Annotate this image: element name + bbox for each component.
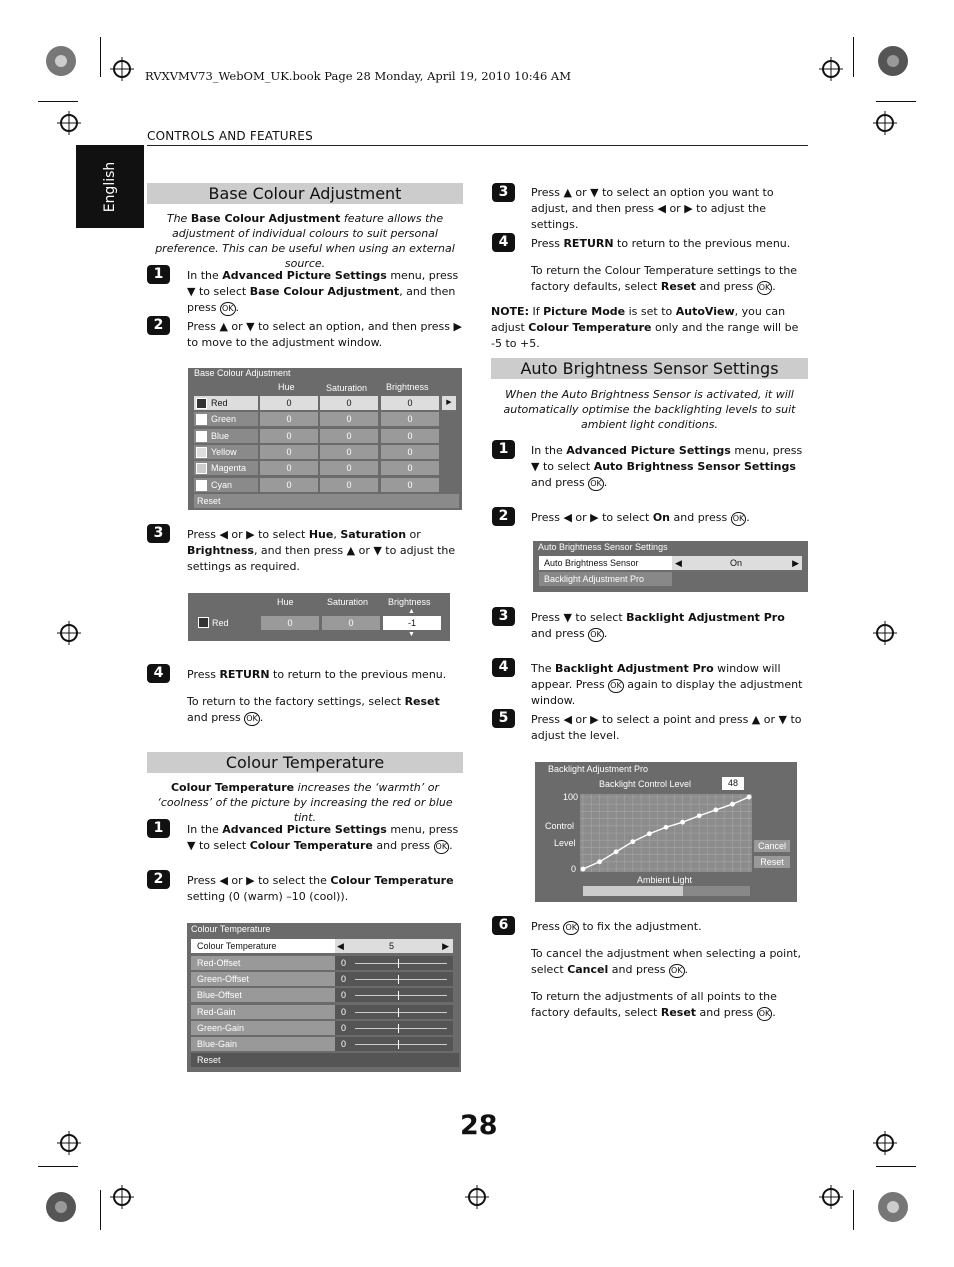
ok-button-icon: OK <box>563 921 579 935</box>
crop-mark <box>100 37 101 77</box>
crop-mark <box>38 1166 78 1167</box>
hue-cell[interactable]: 0 <box>260 461 318 475</box>
step-badge: 3 <box>492 183 515 202</box>
saturation-cell[interactable]: 0 <box>322 616 380 630</box>
step-badge: 1 <box>147 819 170 838</box>
step-text: To return the adjustments of all points to the factory defaults, select Reset and press OK . <box>531 990 777 1019</box>
bri-cell[interactable]: 0 <box>381 445 439 459</box>
ct-value-text: 0 <box>341 974 347 985</box>
ct-slider-thumb[interactable] <box>398 991 399 1000</box>
colour-temperature-screen <box>187 923 461 1072</box>
step-badge: 4 <box>147 664 170 683</box>
y-max-label: 100 <box>563 792 579 802</box>
red-adjustment-screen <box>188 593 450 641</box>
color-row-yellow[interactable] <box>194 445 258 459</box>
ct-slider-thumb[interactable] <box>398 1040 399 1049</box>
sat-cell[interactable]: 0 <box>320 412 378 426</box>
ct-intro: Colour Temperature increases the ‘warmth’ or ‘coolness’ of the picture by increasing the red or blue tint. <box>157 781 453 824</box>
auto-brightness-sensor-row[interactable]: Auto Brightness Sensor <box>539 556 672 570</box>
registration-mark-icon <box>44 1190 78 1224</box>
color-row-cyan[interactable] <box>194 478 258 492</box>
language-tab <box>76 145 144 228</box>
bri-cell[interactable]: 0 <box>381 429 439 443</box>
ct-slider[interactable] <box>355 1028 447 1029</box>
ambient-light-fill <box>583 886 683 896</box>
backlight-curve-chart <box>580 794 752 872</box>
bri-cell[interactable]: 0 <box>381 396 439 410</box>
bri-cell[interactable]: 0 <box>381 412 439 426</box>
ct-row-blue-gain[interactable]: Blue-Gain <box>191 1037 337 1051</box>
crop-mark <box>100 1190 101 1230</box>
ct-value-text: 0 <box>341 1022 347 1033</box>
step-text: To cancel the adjustment when selecting a point, select Cancel and press OK . <box>531 947 801 976</box>
step-badge: 2 <box>147 316 170 335</box>
curve-point[interactable] <box>630 839 635 844</box>
step-text: In the Advanced Picture Settings menu, press ▼ to select Colour Temperature and press OK . <box>187 823 459 852</box>
sat-cell[interactable]: 0 <box>320 396 378 410</box>
backlight-adjustment-pro-screen <box>535 762 797 902</box>
header-rule <box>147 145 808 146</box>
ct-slider[interactable] <box>355 1044 447 1045</box>
hue-cell[interactable]: 0 <box>260 445 318 459</box>
ok-button-icon: OK <box>588 477 604 491</box>
col-header-hue: Hue <box>278 382 295 392</box>
ok-button-icon: OK <box>244 712 260 726</box>
ok-button-icon: OK <box>220 302 236 316</box>
crosshair-icon <box>873 1131 897 1155</box>
step-text: Press RETURN to return to the previous menu. <box>187 668 447 681</box>
colour-swatch <box>196 414 207 425</box>
step-badge: 3 <box>147 524 170 543</box>
swatch-red <box>198 617 209 628</box>
ct-row-value[interactable] <box>335 1021 453 1035</box>
ok-button-icon: OK <box>669 964 685 978</box>
colour-swatch <box>196 447 207 458</box>
ct-value-text: 0 <box>341 1006 347 1017</box>
y-label-control: Control <box>545 821 575 831</box>
x-axis-label: Ambient Light <box>637 875 693 885</box>
ct-slider-thumb[interactable] <box>398 1024 399 1033</box>
step-text: In the Advanced Picture Settings menu, press ▼ to select Auto Brightness Sensor Settings and press OK . <box>531 444 803 489</box>
colour-temperature-heading: Colour Temperature <box>147 752 463 773</box>
auto-brightness-sensor-value[interactable]: ◀ On ▶ <box>672 556 802 570</box>
hue-cell[interactable]: 0 <box>260 396 318 410</box>
step-badge: 1 <box>147 265 170 284</box>
step-text: Press OK to fix the adjustment. <box>531 920 702 933</box>
step-badge: 2 <box>492 507 515 526</box>
sat-cell[interactable]: 0 <box>320 478 378 492</box>
base-colour-adjustment-screen <box>188 368 462 510</box>
ct-row-red-offset[interactable]: Red-Offset <box>191 956 337 970</box>
colour-swatch <box>196 431 207 442</box>
section-header: CONTROLS AND FEATURES <box>147 129 313 143</box>
screen-title: Base Colour Adjustment <box>194 368 291 378</box>
hue-cell[interactable]: 0 <box>261 616 319 630</box>
step-text: Press ▲ or ▼ to select an option, and then press ▶ to move to the adjustment window. <box>187 320 462 349</box>
y-label-level: Level <box>554 838 576 848</box>
backlight-adjustment-pro-row[interactable]: Backlight Adjustment Pro <box>539 572 672 586</box>
step-text: To return the Colour Temperature settings to the factory defaults, select Reset and press OK . <box>531 264 798 293</box>
crosshair-icon <box>57 1131 81 1155</box>
sat-cell[interactable]: 0 <box>320 445 378 459</box>
crop-mark <box>38 101 78 102</box>
ct-slider-thumb[interactable] <box>398 1008 399 1017</box>
down-arrow-icon: ▼ <box>408 631 415 638</box>
curve-point[interactable] <box>680 820 685 825</box>
crosshair-icon <box>819 57 843 81</box>
color-row-green[interactable] <box>194 412 258 426</box>
row-label-red: Red <box>212 618 229 628</box>
col-header-brightness: Brightness <box>386 382 429 392</box>
ct-row-value[interactable] <box>335 1005 453 1019</box>
color-row-magenta[interactable] <box>194 461 258 475</box>
curve-point[interactable] <box>713 808 718 813</box>
crop-mark <box>876 101 916 102</box>
crosshair-icon <box>819 1185 843 1209</box>
crosshair-icon <box>110 57 134 81</box>
curve-point[interactable] <box>747 795 752 800</box>
ct-slider[interactable] <box>355 979 447 980</box>
ct-slider-thumb[interactable] <box>398 975 399 984</box>
ct-row-red-gain[interactable]: Red-Gain <box>191 1005 337 1019</box>
right-arrow-icon: ▶ <box>792 558 799 568</box>
colour-temperature-value[interactable]: ◀ 5 ▶ <box>335 939 453 953</box>
colour-temperature-row[interactable]: Colour Temperature <box>191 939 341 953</box>
step-badge: 4 <box>492 658 515 677</box>
ct-row-green-gain[interactable]: Green-Gain <box>191 1021 337 1035</box>
ct-row-value[interactable] <box>335 972 453 986</box>
hue-cell[interactable]: 0 <box>260 478 318 492</box>
step-badge: 2 <box>147 870 170 889</box>
curve-point[interactable] <box>614 849 619 854</box>
color-row-label: Cyan <box>211 479 233 490</box>
ct-slider[interactable] <box>355 995 447 996</box>
color-row-label: Yellow <box>211 446 237 457</box>
step-text: To return to the factory settings, select Reset and press OK . <box>187 695 440 724</box>
ok-button-icon: OK <box>588 628 604 642</box>
step-text: Press ◀ or ▶ to select On and press OK . <box>531 511 750 524</box>
step-badge: 3 <box>492 607 515 626</box>
crosshair-icon <box>57 111 81 135</box>
brightness-cell[interactable]: -1 <box>383 616 441 630</box>
bri-cell[interactable]: 0 <box>381 461 439 475</box>
step-text: Press ▲ or ▼ to select an option you want to adjust, and then press ◀ or ▶ to adjust the settings. <box>531 186 774 231</box>
color-row-label: Red <box>211 398 228 408</box>
bca-intro: The Base Colour Adjustment feature allows the adjustment of individual colours to suit personal preference. This can be useful when using an external source. <box>155 212 455 270</box>
crosshair-icon <box>110 1185 134 1209</box>
base-colour-adjustment-heading: Base Colour Adjustment <box>147 183 463 204</box>
ok-button-icon: OK <box>434 840 450 854</box>
colour-swatch <box>196 398 207 409</box>
color-row-label: Green <box>211 414 237 425</box>
ct-row-value[interactable] <box>335 988 453 1002</box>
ambient-light-bar <box>583 886 750 896</box>
curve-point[interactable] <box>597 859 602 864</box>
right-arrow-icon: ▶ <box>442 941 449 951</box>
curve-point[interactable] <box>697 813 702 818</box>
registration-mark-icon <box>876 1190 910 1224</box>
level-label: Backlight Control Level <box>599 779 692 789</box>
reset-button[interactable]: Reset <box>754 856 790 868</box>
y-min-label: 0 <box>571 864 577 874</box>
note: NOTE: If Picture Mode is set to AutoView, you can adjust Colour Temperature only and the range will be -5 to +5. <box>491 305 799 350</box>
col-header-saturation: Saturation <box>326 383 368 393</box>
reset-row[interactable]: Reset <box>194 494 459 508</box>
colour-swatch <box>196 480 207 491</box>
ct-row-value[interactable] <box>335 956 453 970</box>
up-arrow-icon: ▲ <box>408 608 415 615</box>
bri-cell[interactable]: 0 <box>381 478 439 492</box>
ok-button-icon: OK <box>757 281 773 295</box>
step-text: The Backlight Adjustment Pro window will appear. Press OK again to display the adjustment window. <box>531 662 803 707</box>
ct-row-blue-offset[interactable]: Blue-Offset <box>191 988 337 1002</box>
reset-row[interactable]: Reset <box>191 1053 459 1067</box>
step-badge: 5 <box>492 709 515 728</box>
hue-cell[interactable]: 0 <box>260 429 318 443</box>
sat-cell[interactable]: 0 <box>320 461 378 475</box>
registration-mark-icon <box>876 44 910 78</box>
col-header-hue: Hue <box>277 597 294 607</box>
crop-mark <box>876 1166 916 1167</box>
step-text: Press ◀ or ▶ to select a point and press ▲ or ▼ to adjust the level. <box>531 713 802 742</box>
crop-mark <box>853 1190 854 1230</box>
step-badge: 4 <box>492 233 515 252</box>
ct-value-text: 0 <box>341 990 347 1001</box>
ct-row-green-offset[interactable]: Green-Offset <box>191 972 337 986</box>
step-badge: 6 <box>492 916 515 935</box>
colour-swatch <box>196 463 207 474</box>
ct-slider[interactable] <box>355 1012 447 1013</box>
crosshair-icon <box>873 621 897 645</box>
color-row-blue[interactable] <box>194 429 258 443</box>
step-text: Press ◀ or ▶ to select Hue, Saturation or Brightness, and then press ▲ or ▼ to adjust the settings as required. <box>187 528 456 573</box>
curve-point[interactable] <box>664 825 669 830</box>
level-value: 48 <box>722 777 744 790</box>
ct-slider-thumb[interactable] <box>398 959 399 968</box>
page-number: 28 <box>460 1110 498 1141</box>
ok-button-icon: OK <box>731 512 747 526</box>
color-row-label: Magenta <box>211 463 247 474</box>
curve-point[interactable] <box>581 867 586 872</box>
crosshair-icon <box>57 621 81 645</box>
ct-slider[interactable] <box>355 963 447 964</box>
col-header-saturation: Saturation <box>327 597 369 607</box>
screen-title: Backlight Adjustment Pro <box>548 764 649 774</box>
left-arrow-icon: ◀ <box>675 558 682 568</box>
color-row-label: Blue <box>211 430 230 441</box>
crosshair-icon <box>873 111 897 135</box>
right-arrow-icon[interactable]: ▶ <box>442 396 456 410</box>
hue-cell[interactable]: 0 <box>260 412 318 426</box>
step-text: Press ▼ to select Backlight Adjustment Pro and press OK . <box>531 611 785 640</box>
ok-button-icon: OK <box>757 1007 773 1021</box>
auto-brightness-heading: Auto Brightness Sensor Settings <box>491 358 808 379</box>
step-text: Press ◀ or ▶ to select the Colour Temperature setting (0 (warm) –10 (cool)). <box>187 874 454 903</box>
crosshair-icon <box>465 1185 489 1209</box>
abs-intro: When the Auto Brightness Sensor is activated, it will automatically optimise the backlighting levels to suit ambient light conditions. <box>503 388 796 431</box>
screen-title: Colour Temperature <box>191 924 271 934</box>
crop-mark <box>853 37 854 77</box>
step-text: In the Advanced Picture Settings menu, press ▼ to select Base Colour Adjustment, and then press OK . <box>187 269 459 314</box>
col-header-brightness: Brightness <box>388 597 431 607</box>
registration-mark-icon <box>44 44 78 78</box>
print-slug: RVXVMV73_WebOM_UK.book Page 28 Monday, April 19, 2010 10:46 AM <box>145 69 571 83</box>
screen-title: Auto Brightness Sensor Settings <box>538 542 668 552</box>
curve-point[interactable] <box>647 831 652 836</box>
ok-button-icon: OK <box>608 679 624 693</box>
auto-brightness-screen <box>533 541 808 592</box>
cancel-button[interactable]: Cancel <box>754 840 790 852</box>
ct-value-text: 0 <box>341 958 347 968</box>
step-text: Press RETURN to return to the previous menu. <box>531 237 791 250</box>
step-badge: 1 <box>492 440 515 459</box>
sat-cell[interactable]: 0 <box>320 429 378 443</box>
left-arrow-icon: ◀ <box>337 941 344 951</box>
ct-row-value[interactable] <box>335 1037 453 1051</box>
language-label: English <box>102 161 118 212</box>
ct-value-text: 0 <box>341 1039 347 1049</box>
curve-point[interactable] <box>730 802 735 807</box>
color-row-red[interactable] <box>194 396 258 410</box>
